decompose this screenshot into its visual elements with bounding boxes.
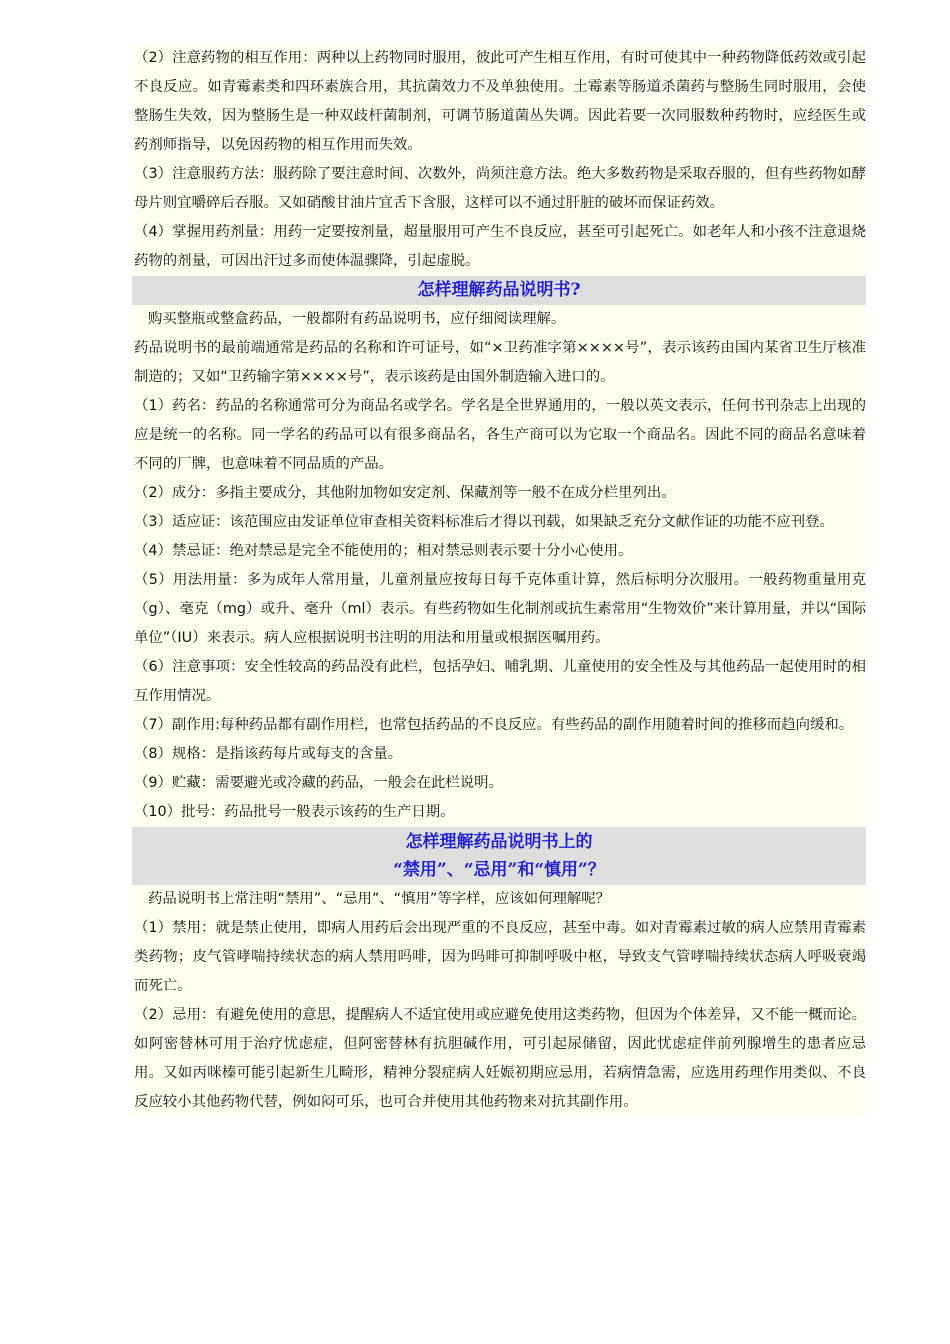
paragraph-side-effects: （7）副作用:每种药品都有副作用栏，也常包括药品的不良反应。有些药品的副作用随着时间的推移而趋向缓和。	[134, 717, 854, 733]
paragraph-precautions: （6）注意事项：安全性较高的药品没有此栏，包括孕妇、哺乳期、儿童使用的安全性及与其他药品一起使用时的相互作用情况。	[134, 659, 866, 704]
paragraph-drug-name: （1）药名：药品的名称通常可分为商品名或学名。学名是全世界通用的，一般以英文表示，任何书刊杂志上出现的应是统一的名称。同一学名的药品可以有很多商品名，各生产商可以为它取一个商品名。因此不同的商品名意味着不同的厂牌，也意味着不同品质的产品。	[134, 398, 866, 472]
paragraph-administration-method: （3）注意服药方法：服药除了要注意时间、次数外，尚须注意方法。绝大多数药物是采取吞服的，但有些药物如酵母片则宜嚼碎后吞服。又如硝酸甘油片宜舌下含服，这样可以不通过肝脏的破坏而保证药效。	[134, 166, 866, 211]
paragraph-usage-dosage: （5）用法用量：多为成年人常用量，儿童剂量应按每日每千克体重计算，然后标明分次服用。一般药物重量用克（g）、毫克（mg）或升、毫升（ml）表示。有些药物如生化制剂或抗生素常用“生物效价”来计算用量，并以“国际单位”（IU）来表示。病人应根据说明书注明的用法和用量或根据医嘱用药。	[134, 572, 866, 646]
heading-line-2: “禁用”、“忌用”和“慎用”？	[393, 860, 605, 880]
paragraph-batch-number: （10）批号：药品批号一般表示该药的生产日期。	[134, 804, 455, 820]
paragraph-indications: （3）适应证：该范围应由发证单位审查相关资料标准后才得以刊载，如果缺乏充分文献作证的功能不应刊登。	[134, 514, 834, 530]
paragraph-license-number: 药品说明书的最前端通常是药品的名称和许可证号，如“×卫药准字第××××号”，表示该药由国内某省卫生厅核准制造的；又如“卫药输字第××××号”，表示该药是由国外制造输入进口的。	[134, 340, 866, 385]
paragraph-storage: （9）贮藏：需要避光或冷藏的药品，一般会在此栏说明。	[134, 775, 503, 791]
section-heading-usage-restrictions	[132, 827, 866, 885]
paragraph-prohibited-use: （1）禁用：就是禁止使用，即病人用药后会出现严重的不良反应，甚至中毒。如对青霉素过敏的病人应禁用青霉素类药物；皮气管哮喘持续状态的病人禁用吗啡，因为吗啡可抑制呼吸中枢，导致支气管哮喘持续状态病人呼吸衰竭而死亡。	[134, 920, 866, 994]
paragraph-avoid-use: （2）忌用：有避免使用的意思，提醒病人不适宜使用或应避免使用这类药物，但因为个体差异，又不能一概而论。如阿密替林可用于治疗忧虑症，但阿密替林有抗胆碱作用，可引起尿储留，因此忧虑症伴前列腺增生的患者应忌用。又如丙咪榛可能引起新生儿畸形，精神分裂症病人妊娠初期应忌用，若病情急需，应选用药理作用类似、不良反应较小其他药物代替，例如闷可乐，也可合并使用其他药物来对抗其副作用。	[134, 1007, 866, 1110]
paragraph-restrictions-intro: 药品说明书上常注明“禁用”、“忌用”、“慎用”等字样，应该如何理解呢？	[148, 891, 611, 907]
paragraph-ingredients: （2）成分：多指主要成分，其他附加物如安定剂、保藏剂等一般不在成分栏里列出。	[134, 485, 676, 501]
paragraph-leaflet-intro: 购买整瓶或整盒药品，一般都附有药品说明书，应仔细阅读理解。	[148, 311, 566, 327]
heading-line-1: 怎样理解药品说明书上的	[405, 832, 593, 852]
paragraph-contraindications: （4）禁忌证：绝对禁忌是完全不能使用的；相对禁忌则表示要十分小心使用。	[134, 543, 633, 559]
paragraph-specification: （8）规格：是指该药每片或每支的含量。	[134, 746, 403, 762]
section-heading-drug-leaflet: 怎样理解药品说明书?	[132, 276, 866, 305]
document-body	[132, 44, 866, 1117]
paragraph-dosage: （4）掌握用药剂量：用药一定要按剂量，超量服用可产生不良反应，甚至可引起死亡。如老年人和小孩不注意退烧药物的剂量，可因出汗过多而使体温骤降，引起虚脱。	[134, 224, 866, 269]
paragraph-drug-interaction: （2）注意药物的相互作用：两种以上药物同时服用，彼此可产生相互作用，有时可使其中一种药物降低药效或引起不良反应。如青霉素类和四环素族合用，其抗菌效力不及单独使用。土霉素等肠道杀菌药与整肠生同时服用，会使整肠生失效，因为整肠生是一种双歧杆菌制剂，可调节肠道菌丛失调。因此若要一次同服数种药物时，应经医生或药剂师指导，以免因药物的相互作用而失效。	[134, 50, 866, 153]
